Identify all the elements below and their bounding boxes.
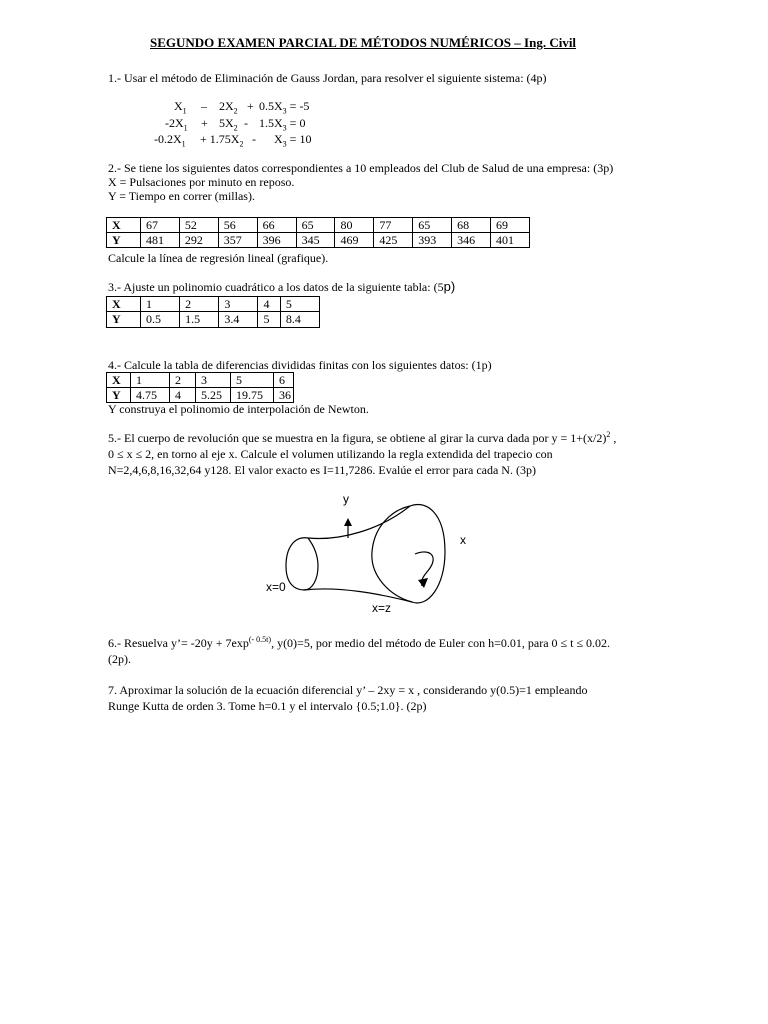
table-cell: 65 <box>413 218 452 233</box>
problem-3-statement: 3.- Ajuste un polinomio cuadrático a los datos de la siguiente tabla: (5p) <box>108 279 456 294</box>
problem-7-line-2: Runge Kutta de orden 3. Tome h=0.1 y el intervalo {0.5;1.0}. (2p) <box>108 699 427 713</box>
table-row <box>107 297 320 312</box>
table-row <box>107 373 294 388</box>
problem-4-statement: 4.- Calcule la tabla de diferencias divididas finitas con los siguientes datos: (1p) <box>108 358 492 372</box>
table-cell: 67 <box>141 218 180 233</box>
table-cell: 2 <box>180 297 219 312</box>
problem-1-statement: 1.- Usar el método de Eliminación de Gauss Jordan, para resolver el siguiente sistema: (4p) <box>108 71 547 85</box>
table-cell: 1.5 <box>180 312 219 328</box>
equation-2-term2: $5X_2$ <box>219 116 238 133</box>
table-cell: 345 <box>296 233 335 248</box>
table-cell: 481 <box>141 233 180 248</box>
table-cell: 52 <box>179 218 218 233</box>
table-header-y: Y <box>107 233 141 248</box>
problem-4-data-table <box>106 372 294 403</box>
table-cell: 56 <box>218 218 257 233</box>
table-cell: 1 <box>141 297 180 312</box>
left-cross-section-inner <box>304 538 318 590</box>
equation-1: $X_1$ <box>174 99 187 116</box>
table-cell: 4 <box>170 388 196 403</box>
table-cell: 5 <box>258 312 280 328</box>
equation-3: $-0.2X_1$ <box>154 132 186 149</box>
table-cell: 36 <box>274 388 294 403</box>
page-title: SEGUNDO EXAMEN PARCIAL DE MÉTODOS NUMÉRICOS – Ing. Civil <box>150 35 577 50</box>
equation-3-term2: + $1.75X_2$ <box>200 132 244 149</box>
table-cell: 4 <box>258 297 280 312</box>
problem-2-y-definition: Y = Tiempo en correr (millas). <box>108 189 255 203</box>
equation-1-term2: $2X_2$ <box>219 99 238 116</box>
left-cross-section <box>286 538 308 590</box>
problem-2-statement: 2.- Se tiene los siguientes datos correspondientes a 10 empleados del Club de Salud de una empresa: (3p) <box>108 161 614 175</box>
table-cell: 292 <box>179 233 218 248</box>
table-cell: 80 <box>335 218 374 233</box>
table-cell: 19.75 <box>231 388 274 403</box>
table-row <box>107 388 294 403</box>
table-cell: 3 <box>219 297 258 312</box>
figure-label-x: x <box>460 533 466 547</box>
table-cell: 401 <box>491 233 530 248</box>
table-row <box>107 312 320 328</box>
problem-5-line-1: 5.- El cuerpo de revolución que se muestra en la figura, se obtiene al girar la curva dada por $y = 1+(x/2)^2$ , <box>108 430 617 445</box>
table-cell: 5 <box>231 373 274 388</box>
problem-5-line-2: 0 ≤ x ≤ 2, en torno al eje x. Calcule el volumen utilizando la regla extendida del trapecio con <box>108 447 553 461</box>
table-header-x: X <box>107 373 131 388</box>
table-header-y: Y <box>107 388 131 403</box>
table-cell: 0.5 <box>141 312 180 328</box>
table-cell: 6 <box>274 373 294 388</box>
table-cell: 1 <box>131 373 170 388</box>
table-cell: 65 <box>296 218 335 233</box>
equation-3-term3: $X_3 = 10$ <box>274 132 312 149</box>
table-cell: 69 <box>491 218 530 233</box>
upper-profile-curve <box>308 506 410 538</box>
y-axis-arrowhead <box>344 518 352 526</box>
equation-2-op1: + <box>201 116 208 130</box>
table-header-y: Y <box>107 312 141 328</box>
table-cell: 469 <box>335 233 374 248</box>
revolution-solid-figure <box>260 486 490 616</box>
table-cell: 393 <box>413 233 452 248</box>
equation-2-term3: $1.5X_3 = 0$ <box>259 116 306 133</box>
problem-7-line-1: 7. Aproximar la solución de la ecuación diferencial y’ – 2xy = x , considerando y(0.5)=1 empleando <box>108 683 588 697</box>
table-cell: 396 <box>257 233 296 248</box>
rotation-arrowhead <box>418 578 428 588</box>
table-cell: 3 <box>196 373 231 388</box>
figure-label-xz: x=z <box>372 601 392 615</box>
table-cell: 346 <box>452 233 491 248</box>
problem-2-instruction: Calcule la línea de regresión lineal (grafique). <box>108 251 329 265</box>
table-cell: 2 <box>170 373 196 388</box>
equation-1-op2: + <box>247 99 254 113</box>
table-cell: 5 <box>280 297 319 312</box>
problem-4-instruction: Y construya el polinomio de interpolación de Newton. <box>108 402 369 416</box>
figure-label-y: y <box>343 492 349 506</box>
right-cross-section <box>372 504 445 603</box>
equation-2: $-2X_1$ <box>165 116 188 133</box>
problem-2-x-definition: X = Pulsaciones por minuto en reposo. <box>108 175 295 189</box>
equation-1-term3: $0.5X_3 = -5$ <box>259 99 310 116</box>
table-row <box>107 233 530 248</box>
table-cell: 3.4 <box>219 312 258 328</box>
table-cell: 77 <box>374 218 413 233</box>
table-cell: 4.75 <box>131 388 170 403</box>
table-header-x: X <box>107 218 141 233</box>
equation-2-op2: - <box>244 116 248 130</box>
table-cell: 68 <box>452 218 491 233</box>
table-header-x: X <box>107 297 141 312</box>
problem-2-data-table <box>106 217 530 248</box>
equation-3-op2: - <box>252 132 256 146</box>
equation-1-op1: – <box>201 99 207 113</box>
problem-3-data-table <box>106 296 320 328</box>
table-cell: 66 <box>257 218 296 233</box>
table-cell: 425 <box>374 233 413 248</box>
table-cell: 5.25 <box>196 388 231 403</box>
figure-label-x0: x=0 <box>266 580 286 594</box>
problem-5-line-3: N=2,4,6,8,16,32,64 y128. El valor exacto es I=11,7286. Evalúe el error para cada N. (3p) <box>108 463 536 477</box>
table-row <box>107 218 530 233</box>
table-cell: 357 <box>218 233 257 248</box>
problem-6-line-1: 6.- Resuelva y’= $-20y + 7\exp^{(- 0.5t)}$, y(0)=5, por medio del método de Euler con h=0.01, para 0 ≤ t ≤ 0.02. <box>108 635 611 650</box>
table-cell: 8.4 <box>280 312 319 328</box>
problem-6-line-2: (2p). <box>108 652 131 666</box>
